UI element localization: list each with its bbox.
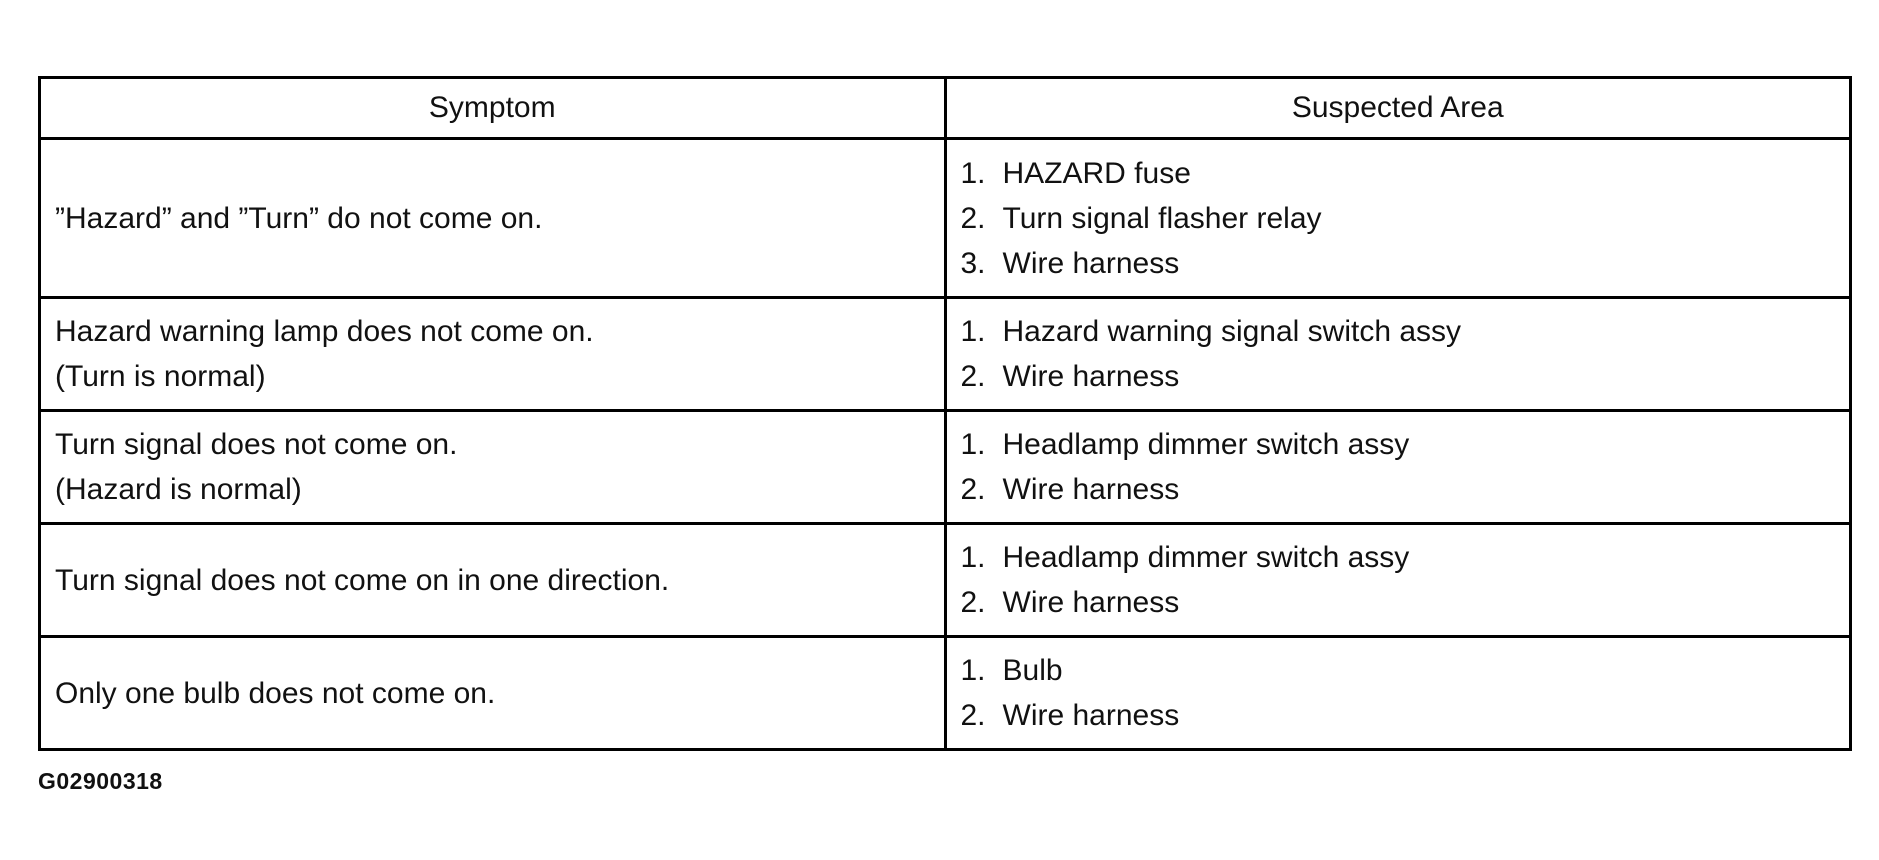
- item-number: 2.: [960, 699, 986, 732]
- item-number: 1.: [960, 541, 986, 574]
- item-number: 2.: [960, 586, 986, 619]
- symptom-header: Symptom: [40, 78, 946, 139]
- item-text: Hazard warning signal switch assy: [1002, 315, 1462, 348]
- suspected-area-list: [961, 151, 1836, 286]
- item-number: 1.: [960, 428, 986, 461]
- symptom-text: Hazard warning lamp does not come on.: [55, 315, 594, 348]
- symptom-text: Only one bulb does not come on.: [55, 676, 496, 710]
- suspected-area-item: [961, 196, 1836, 241]
- suspected-area-item: [961, 354, 1836, 399]
- suspected-area-list: [961, 309, 1836, 399]
- symptom-note: (Hazard is normal): [55, 473, 302, 506]
- item-text: Wire harness: [1002, 699, 1180, 732]
- suspected-area-cell: [945, 524, 1851, 637]
- suspected-area-item: [961, 241, 1836, 286]
- suspected-area-cell: [945, 637, 1851, 750]
- table-row: [40, 411, 1851, 524]
- item-text: HAZARD fuse: [1002, 156, 1191, 190]
- suspected-area-cell: [945, 411, 1851, 524]
- item-number: 2.: [960, 360, 986, 393]
- item-text: Wire harness: [1002, 246, 1180, 280]
- item-text: Wire harness: [1002, 473, 1180, 506]
- troubleshooting-table: [38, 76, 1852, 751]
- table-header-row: [40, 78, 1851, 139]
- item-number: 3.: [960, 246, 986, 280]
- item-text: Wire harness: [1002, 586, 1180, 619]
- table-row: [40, 298, 1851, 411]
- symptom-cell: [40, 298, 946, 411]
- suspected-area-item: [961, 151, 1836, 196]
- suspected-area-item: [961, 422, 1836, 467]
- symptom-note: (Turn is normal): [55, 360, 266, 393]
- table-row: [40, 524, 1851, 637]
- item-text: Headlamp dimmer switch assy: [1002, 541, 1410, 574]
- table-row: [40, 637, 1851, 750]
- suspected-area-item: [961, 309, 1836, 354]
- suspected-area-list: [961, 422, 1836, 512]
- table-row: [40, 139, 1851, 298]
- symptom-cell: [40, 524, 946, 637]
- item-text: Turn signal flasher relay: [1002, 201, 1322, 235]
- item-number: 1.: [960, 654, 986, 687]
- item-number: 1.: [960, 315, 986, 348]
- suspected-area-item: [961, 580, 1836, 625]
- symptom-cell: [40, 139, 946, 298]
- item-text: Headlamp dimmer switch assy: [1002, 428, 1410, 461]
- symptom-text: ”Hazard” and ”Turn” do not come on.: [55, 201, 543, 235]
- item-text: Wire harness: [1002, 360, 1180, 393]
- item-text: Bulb: [1002, 654, 1063, 687]
- suspected-area-header: Suspected Area: [945, 78, 1851, 139]
- suspected-area-cell: [945, 139, 1851, 298]
- item-number: 1.: [960, 156, 986, 190]
- item-number: 2.: [960, 473, 986, 506]
- suspected-area-item: [961, 535, 1836, 580]
- symptom-cell: [40, 411, 946, 524]
- suspected-area-cell: [945, 298, 1851, 411]
- item-number: 2.: [960, 201, 986, 235]
- symptom-text: Turn signal does not come on.: [55, 428, 458, 461]
- figure-code: G02900318: [38, 768, 163, 794]
- symptom-cell: [40, 637, 946, 750]
- symptom-text: Turn signal does not come on in one direction.: [55, 563, 670, 597]
- suspected-area-item: [961, 648, 1836, 693]
- suspected-area-list: [961, 535, 1836, 625]
- suspected-area-item: [961, 693, 1836, 738]
- troubleshooting-table-container: [38, 76, 1852, 751]
- suspected-area-item: [961, 467, 1836, 512]
- suspected-area-list: [961, 648, 1836, 738]
